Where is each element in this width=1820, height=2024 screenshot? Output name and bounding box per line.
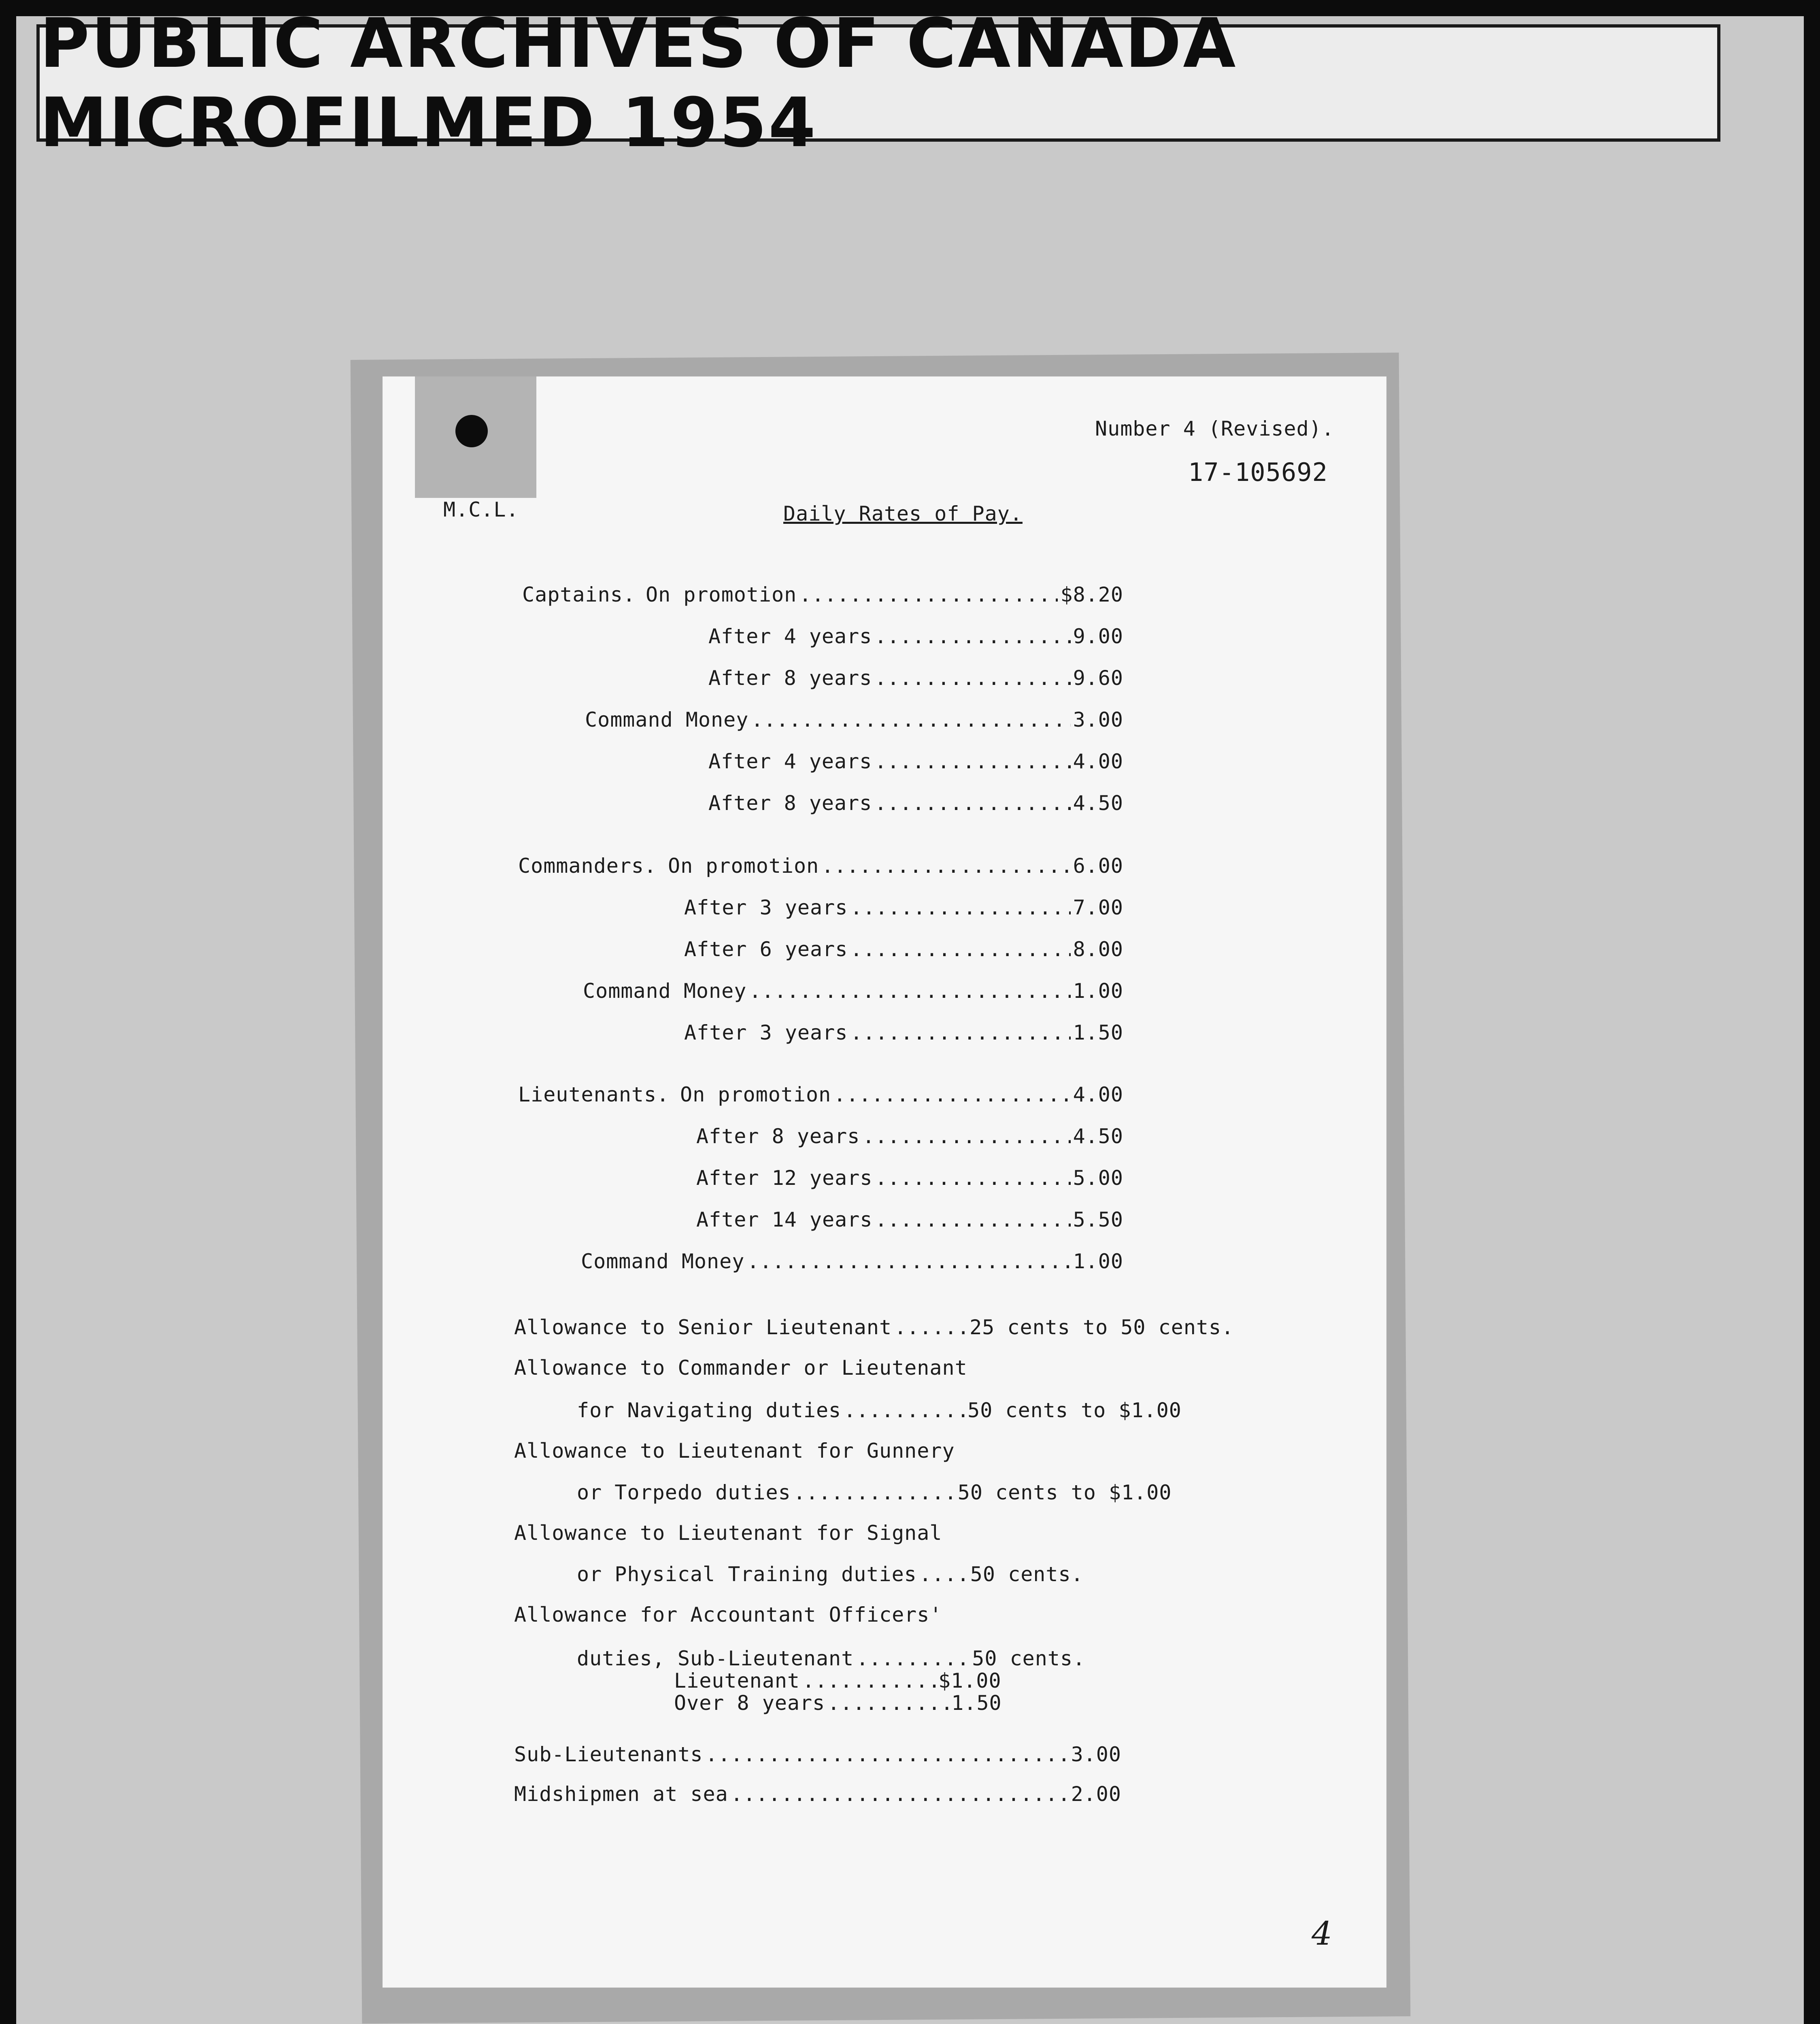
midshipmen-row: Midshipmen at sea ..... 2.00 <box>514 1782 1121 1806</box>
allowance-accountant-line4: Over 8 years ..... 1.50 <box>674 1691 1002 1715</box>
table-row: After 3 years ..... 7.00 <box>668 896 1123 919</box>
allowance-signal-line1: Allowance to Lieutenant for Signal <box>514 1521 942 1545</box>
table-row: On promotion ..... 6.00 <box>668 854 1123 878</box>
document-initials: M.C.L. <box>443 498 519 521</box>
table-row: On promotion ..... 4.00 <box>680 1083 1123 1106</box>
table-row: After 8 years ..... 4.50 <box>646 791 1123 815</box>
sub-lieutenants-row: Sub-Lieutenants ..... 3.00 <box>514 1743 1121 1766</box>
allowance-signal-line2: or Physical Training duties ..... 50 cents. <box>577 1563 1084 1586</box>
document-number: Number 4 (Revised). <box>1095 417 1334 440</box>
table-row: Command Money ..... 3.00 <box>585 708 1123 731</box>
page-number: 4 <box>1312 1915 1333 1952</box>
table-row: Command Money ..... 1.00 <box>583 979 1123 1003</box>
document-title: Daily Rates of Pay. <box>783 502 1023 525</box>
table-row: After 8 years ..... 4.50 <box>680 1125 1123 1148</box>
commanders-label: Commanders. <box>518 854 657 878</box>
allowance-navigating-line1: Allowance to Commander or Lieutenant <box>514 1356 967 1380</box>
table-row: After 3 years ..... 1.50 <box>668 1021 1123 1044</box>
table-row: After 6 years ..... 8.00 <box>668 938 1123 961</box>
allowance-accountant-line2: duties, Sub-Lieutenant ..... 50 cents. <box>577 1647 1085 1670</box>
table-row: After 12 years ..... 5.00 <box>680 1166 1123 1190</box>
allowance-navigating-line2: for Navigating duties ..... 50 cents to $1.00 <box>577 1399 1182 1422</box>
lieutenants-label: Lieutenants. <box>518 1083 670 1106</box>
allowance-accountant-line1: Allowance for Accountant Officers' <box>514 1603 942 1626</box>
captains-label: Captains. <box>522 583 636 606</box>
punch-hole-stamp <box>415 376 536 498</box>
table-row: After 8 years ..... 9.60 <box>646 666 1123 690</box>
banner-text: PUBLIC ARCHIVES OF CANADA MICROFILMED 1954 <box>40 4 1237 162</box>
archive-banner <box>36 4 1720 162</box>
table-row: On promotion ..... $8.20 <box>646 583 1123 606</box>
allowance-accountant-line3: Lieutenant ..... $1.00 <box>674 1669 1001 1692</box>
table-row: After 4 years ..... 9.00 <box>646 625 1123 648</box>
document-reference: 17-105692 <box>1188 457 1328 487</box>
allowance-gunnery-line2: or Torpedo duties ..... 50 cents to $1.00 <box>577 1481 1172 1504</box>
allowance-gunnery-line1: Allowance to Lieutenant for Gunnery <box>514 1439 955 1463</box>
punch-hole-icon <box>455 415 488 447</box>
table-row: After 4 years ..... 4.00 <box>646 750 1123 773</box>
table-row: Command Money ..... 1.00 <box>581 1250 1123 1273</box>
allowance-senior-lt: Allowance to Senior Lieutenant ..... 25 cents to 50 cents. <box>514 1316 1235 1339</box>
document-page <box>383 376 1386 1988</box>
table-row: After 14 years ..... 5.50 <box>680 1208 1123 1231</box>
